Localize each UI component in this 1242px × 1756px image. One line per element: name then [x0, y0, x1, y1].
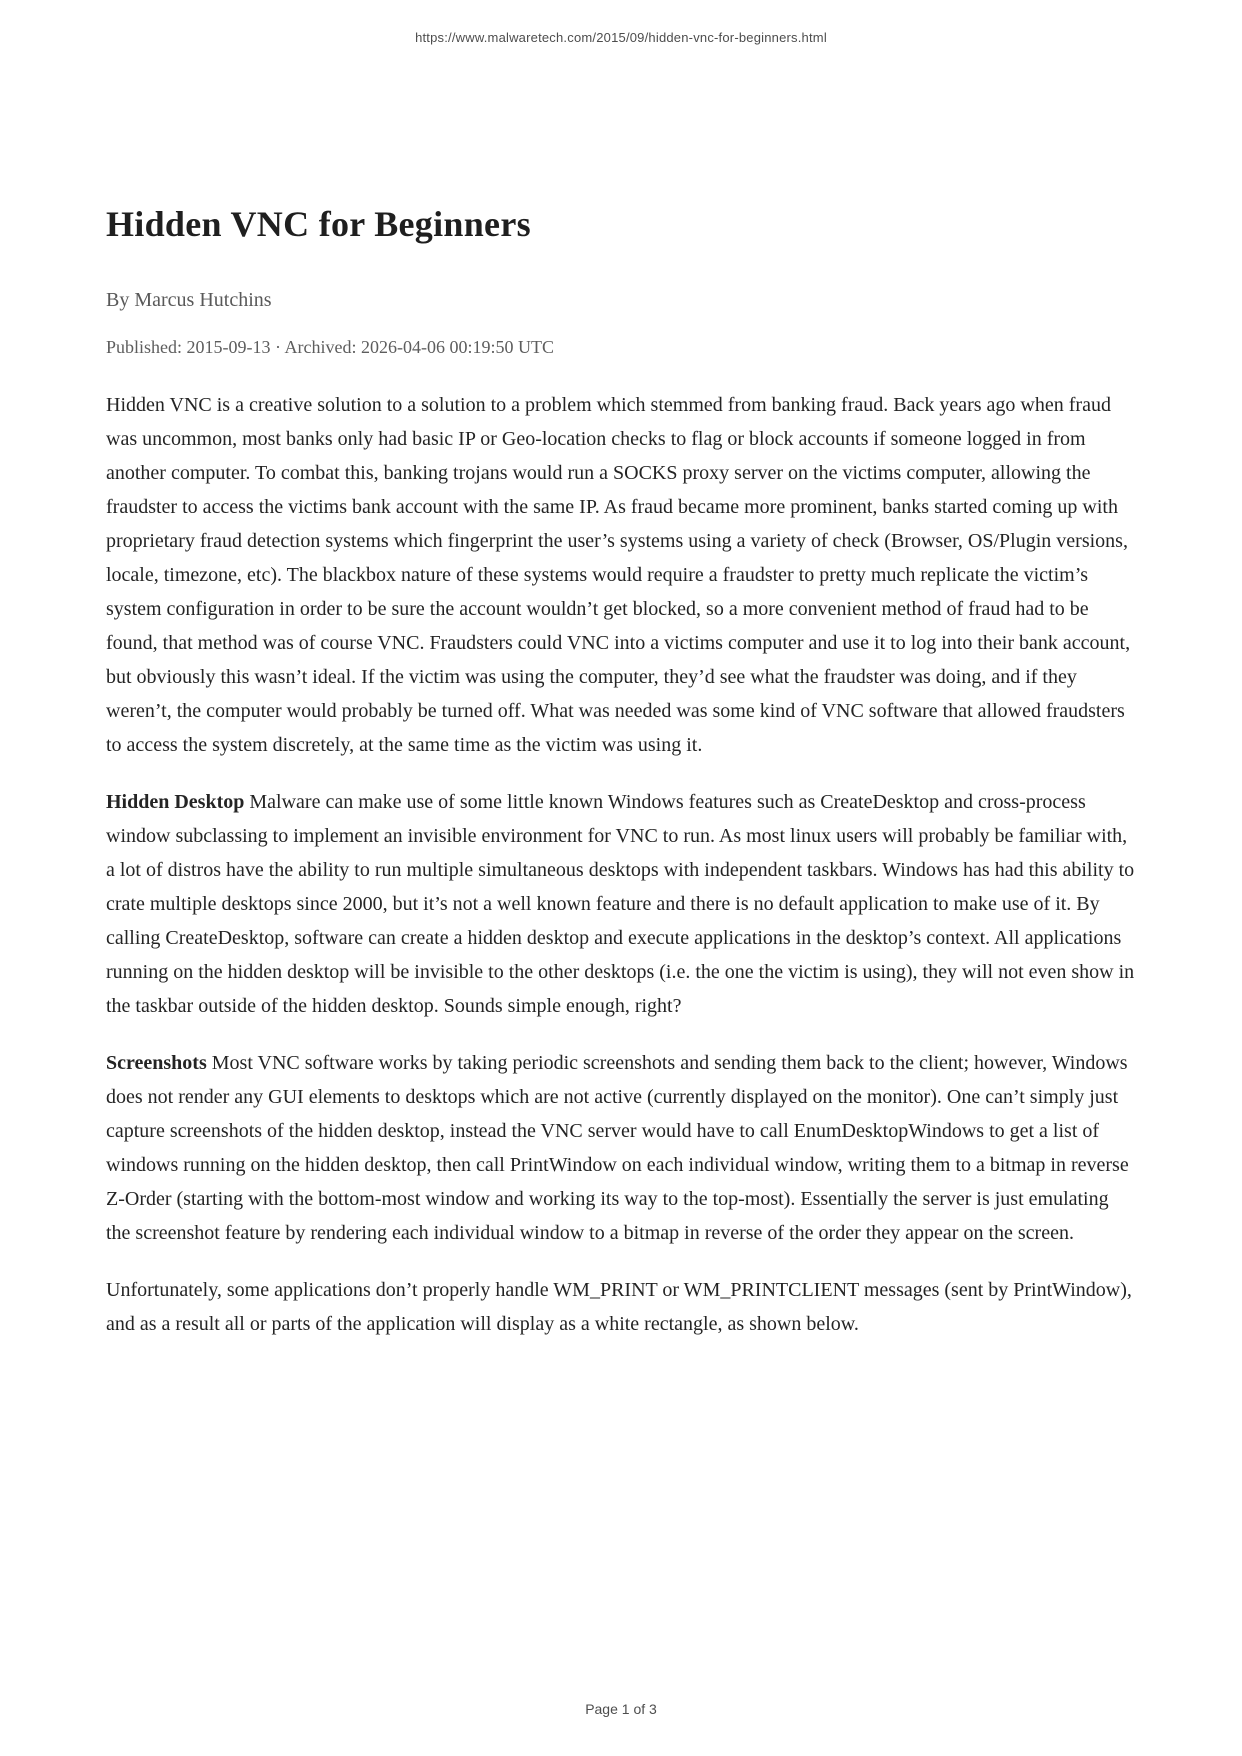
paragraph-text: Malware can make use of some little known Windows features such as CreateDesktop and cross-process window subclassing to implement an invisible environment for VNC to run. As most linux users will probably be familiar with, a lot of distros have the ability to run multiple simultaneous desktops with independent taskbars. Windows has had this ability to crate multiple desktops since 2000, but it’s not a well known feature and there is no default application to make use of it. By calling CreateDesktop, software can create a hidden desktop and execute applications in the desktop’s context. All applications running on the hidden desktop will be invisible to the other desktops (i.e. the one the victim is using), they will not even show in the taskbar outside of the hidden desktop. Sounds simple enough, right?	[106, 791, 1135, 1017]
paragraph-wm-print	[106, 1273, 1138, 1341]
paragraph-lead: Hidden Desktop	[106, 791, 245, 813]
article-title: Hidden VNC for Beginners	[106, 204, 531, 244]
article-meta: Published: 2015-09-13 · Archived: 2026-04-06 00:19:50 UTC	[106, 337, 554, 357]
article-body	[106, 388, 1138, 1341]
paragraph-lead: Screenshots	[106, 1052, 207, 1074]
paragraph-text: Unfortunately, some applications don’t properly handle WM_PRINT or WM_PRINTCLIENT messages (sent by PrintWindow), and as a result all or parts of the application will display as a white rectangle, as shown below.	[106, 1279, 1132, 1335]
paragraph-text: Hidden VNC is a creative solution to a solution to a problem which stemmed from banking fraud. Back years ago when fraud was uncommon, most banks only had basic IP or Geo-location checks to flag or block accounts if someone logged in from another computer. To combat this, banking trojans would run a SOCKS proxy server on the victims computer, allowing the fraudster to access the victims bank account with the same IP. As fraud became more prominent, banks started coming up with proprietary fraud detection systems which fingerprint the user’s systems using a variety of check (Browser, OS/Plugin versions, locale, timezone, etc). The blackbox nature of these systems would require a fraudster to pretty much replicate the victim’s system configuration in order to be sure the account wouldn’t get blocked, so a more convenient method of fraud had to be found, that method was of course VNC. Fraudsters could VNC into a victims computer and use it to log into their bank account, but obviously this wasn’t ideal. If the victim was using the computer, they’d see what the fraudster was doing, and if they weren’t, the computer would probably be turned off. What was needed was some kind of VNC software that allowed fraudsters to access the system discretely, at the same time as the victim was using it.	[106, 394, 1131, 756]
page-url: https://www.malwaretech.com/2015/09/hidden-vnc-for-beginners.html	[415, 30, 827, 45]
paragraph-text: Most VNC software works by taking periodic screenshots and sending them back to the client; however, Windows does not render any GUI elements to desktops which are not active (currently displayed on the monitor). One can’t simply just capture screenshots of the hidden desktop, instead the VNC server would have to call EnumDesktopWindows to get a list of windows running on the hidden desktop, then call PrintWindow on each individual window, writing them to a bitmap in reverse Z-Order (starting with the bottom-most window and working its way to the top-most). Essentially the server is just emulating the screenshot feature by rendering each individual window to a bitmap in reverse of the order they appear on the screen.	[106, 1052, 1129, 1244]
page-header	[0, 0, 1242, 45]
article-byline: By Marcus Hutchins	[106, 289, 272, 311]
page-footer	[0, 1701, 1242, 1717]
paragraph-hidden-desktop	[106, 785, 1138, 1023]
page-indicator: Page 1 of 3	[585, 1701, 657, 1717]
article	[106, 203, 1138, 1341]
paragraph-intro	[106, 388, 1138, 762]
paragraph-screenshots	[106, 1046, 1138, 1250]
